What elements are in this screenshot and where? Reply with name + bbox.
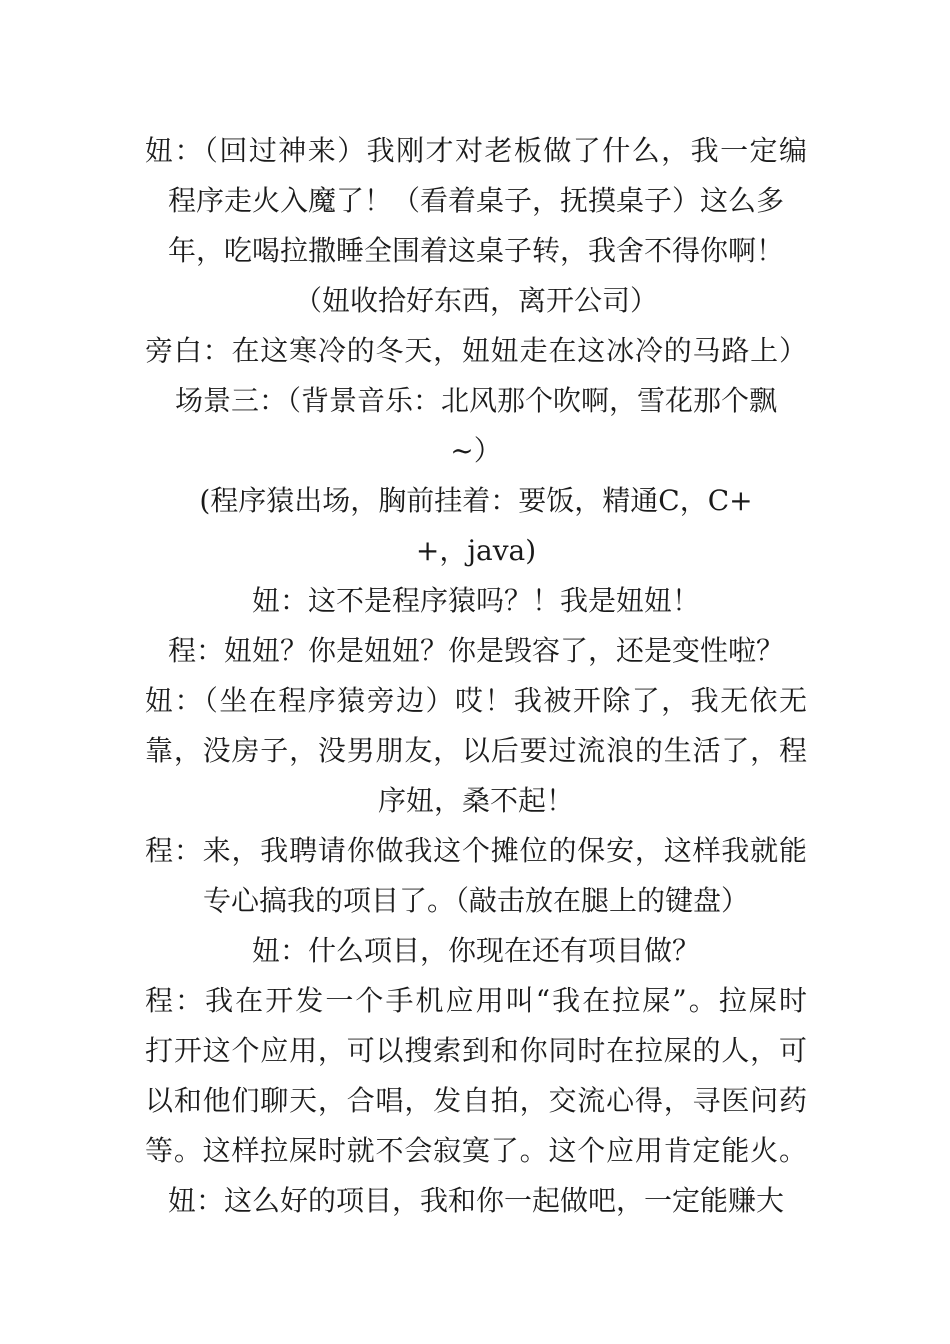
- text-line: (程序猿出场，胸前挂着：要饭，精通C，C+: [199, 484, 753, 517]
- text-line: 旁白：在这寒冷的冬天，妞妞走在这冰冷的马路上）: [145, 334, 807, 367]
- text-line: 以和他们聊天，合唱，发自拍，交流心得，寻医问药: [145, 1084, 807, 1117]
- text-line: 妞：这不是程序猿吗？！我是妞妞！: [251, 584, 700, 617]
- text-line: 妞：什么项目，你现在还有项目做？: [251, 934, 700, 967]
- text-line: （妞收拾好东西，离开公司）: [293, 284, 658, 317]
- text-line: 年，吃喝拉撒睡全围着这桌子转，我舍不得你啊！: [167, 234, 784, 267]
- text-line: 妞：（回过神来）我刚才对老板做了什么，我一定编: [145, 134, 807, 167]
- text-line: 程：我在开发一个手机应用叫“我在拉屎”。拉屎时: [145, 984, 807, 1017]
- script-text: [145, 126, 807, 1226]
- text-line: 程：妞妞？你是妞妞？你是毁容了，还是变性啦？: [167, 634, 784, 667]
- text-line: 妞：（坐在程序猿旁边）哎！我被开除了，我无依无: [145, 684, 807, 717]
- text-line: 等。这样拉屎时就不会寂寞了。这个应用肯定能火。: [145, 1134, 807, 1167]
- text-line: 打开这个应用，可以搜索到和你同时在拉屎的人，可: [145, 1034, 807, 1067]
- text-line: 序妞，桑不起！: [377, 784, 574, 817]
- text-line: 妞：这么好的项目，我和你一起做吧，一定能赚大: [167, 1184, 784, 1217]
- text-line: 场景三：（背景音乐：北风那个吹啊，雪花那个飘: [174, 384, 777, 417]
- text-line: 程：来，我聘请你做我这个摊位的保安，这样我就能: [145, 834, 807, 867]
- text-line: ~）: [450, 434, 502, 467]
- text-line: 专心搞我的项目了。（敲击放在腿上的键盘）: [202, 884, 749, 917]
- text-line: 程序走火入魔了！（看着桌子，抚摸桌子）这么多: [167, 184, 784, 217]
- text-line: 靠，没房子，没男朋友，以后要过流浪的生活了，程: [145, 734, 807, 767]
- text-line: +，java): [415, 534, 537, 567]
